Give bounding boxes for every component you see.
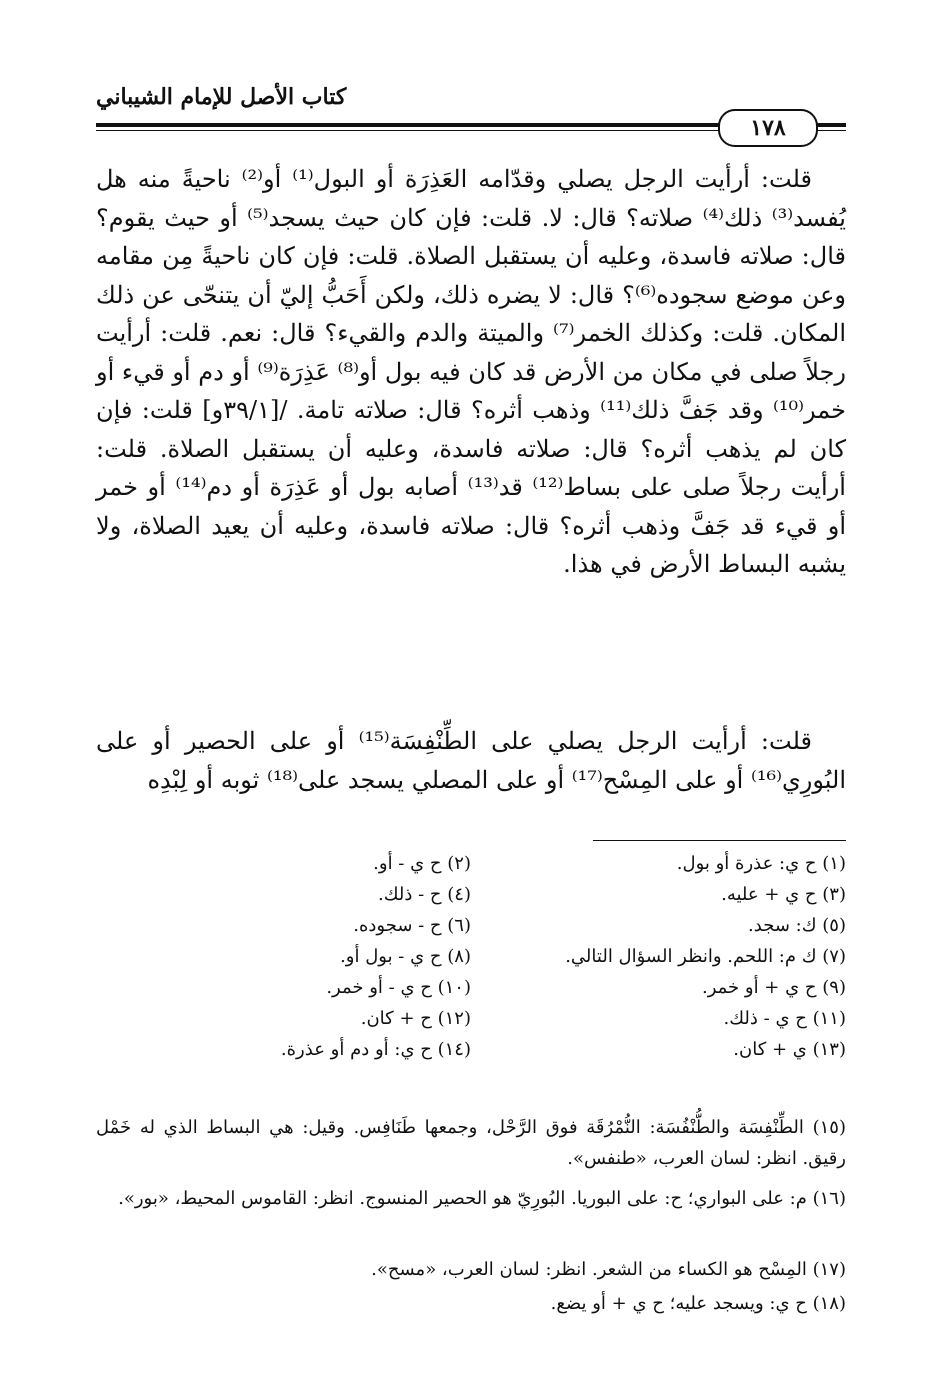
footnote-14: (١٤) ح ي: أو دم أو عذرة. (280, 1039, 471, 1060)
footnote-12: (١٢) ح + كان. (360, 1008, 471, 1029)
footnote-18: (١٨) ح ي: ويسجد عليه؛ ح ي + أو يضع. (550, 1293, 846, 1314)
footnote-1: (١) ح ي: عذرة أو بول. (676, 853, 846, 874)
footnote-15: (١٥) الطِّنْفِسَة والطُّنْفُسَة: النُّمْرُقَة فوق الرَّحْل، وجمعها طَنَافِس. وقيل: هي البساط الذي له خَمْل رقيق. انظر: لسان العرب، «طنفس». (96, 1117, 846, 1169)
running-header-title: كتاب الأصل للإمام الشيباني (96, 84, 347, 110)
footnote-13: (١٣) ي + كان. (733, 1039, 846, 1060)
footnote-2: (٢) ح ي - أو. (373, 853, 471, 874)
footnote-6: (٦) ح - سجوده. (353, 915, 471, 936)
footnote-17: (١٧) المِسْح هو الكساء من الشعر. انظر: لسان العرب، «مسح». (371, 1259, 846, 1280)
footnote-3: (٣) ح ي + عليه. (721, 884, 846, 905)
footnote-7: (٧) ك م: اللحم. وانظر السؤال التالي. (565, 946, 846, 967)
page-number-badge: ١٧٨ (718, 109, 818, 147)
footnote-9: (٩) ح ي + أو خمر. (701, 977, 846, 998)
footnotes-short-grid (96, 848, 846, 1065)
footnote-4: (٤) ح - ذلك. (378, 884, 471, 905)
footnote-16: (١٦) م: على البواري؛ ح: على البوريا. البُورِيّ هو الحصير المنسوج. انظر: القاموس المحيط، «بور». (118, 1188, 846, 1209)
footnote-separator (593, 840, 846, 841)
footnote-5: (٥) ك: سجد. (748, 915, 846, 936)
body-paragraph-1: قلت: أرأيت الرجل يصلي وقدّامه العَذِرَة أو البول⁽¹⁾ أو⁽²⁾ ناحيةً منه هل يُفسد⁽³⁾ ذلك⁽⁴⁾ صلاته؟ قال: لا. قلت: فإن كان حيث يسجد⁽⁵⁾ أو حيث يقوم؟ قال: صلاته فاسدة، وعليه أن يستقبل الصلاة. قلت: فإن كان ناحيةً مِن مقامه وعن موضع سجوده⁽⁶⁾؟ قال: لا يضره ذلك، ولكن أَحَبُّ إليّ أن يتنحّى عن ذلك المكان. قلت: وكذلك الخمر⁽⁷⁾ والميتة والدم والقيء؟ قال: نعم. قلت: أرأيت رجلاً صلى في مكان من الأرض قد كان فيه بول أو⁽⁸⁾ عَذِرَة⁽⁹⁾ أو دم أو قيء أو خمر⁽¹⁰⁾ وقد جَفَّ ذلك⁽¹¹⁾ وذهب أثره؟ قال: صلاته تامة. /[٣٩/١و] قلت: فإن كان لم يذهب أثره؟ قال: صلاته فاسدة، وعليه أن يستقبل الصلاة. قلت: أرأيت رجلاً صلى على بساط⁽¹²⁾ قد⁽¹³⁾ أصابه بول أو عَذِرَة أو دم⁽¹⁴⁾ أو خمر أو قيء قد جَفَّ وذهب أثره؟ قال: صلاته فاسدة، وعليه أن يعيد الصلاة، ولا يشبه البساط الأرض في هذا. (96, 165, 847, 578)
footnote-10: (١٠) ح ي - أو خمر. (326, 977, 471, 998)
footnote-8: (٨) ح ي - بول أو. (340, 946, 471, 967)
body-paragraph-2: قلت: أرأيت الرجل يصلي على الطِّنْفِسَة⁽¹⁵⁾ أو على الحصير أو على البُورِي⁽¹⁶⁾ أو على المِسْح⁽¹⁷⁾ أو على المصلي يسجد على⁽¹⁸⁾ ثوبه أو لِبْدِه (96, 727, 846, 794)
footnote-11: (١١) ح ي - ذلك. (723, 1008, 846, 1029)
